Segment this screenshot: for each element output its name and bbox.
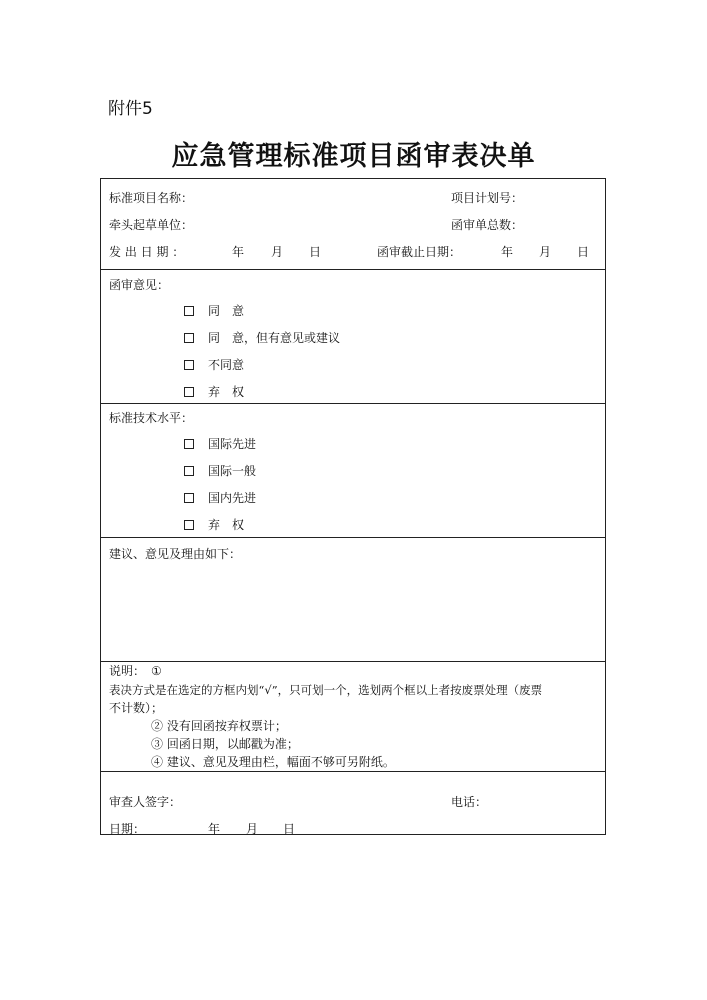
reviewer-signature-label: 审查人签字： xyxy=(109,795,182,809)
attachment-label: 附件5 xyxy=(108,99,153,119)
deadline-month: 月 xyxy=(539,245,552,259)
notes-item1-line2: 不计数）； xyxy=(109,701,164,715)
deadline-day: 日 xyxy=(577,245,590,259)
divider xyxy=(101,771,605,772)
sign-month: 月 xyxy=(246,822,259,836)
opinion-abstain-checkbox[interactable] xyxy=(184,387,194,397)
opinion-abstain-label: 弃 权 xyxy=(208,385,245,399)
opinion-agree-with-comments-label: 同 意，但有意见或建议 xyxy=(208,331,341,345)
tech-abstain-checkbox[interactable] xyxy=(184,520,194,530)
notes-item1-line1: 表决方式是在选定的方框内划“√”，只可划一个，选划两个框以上者按废票处理（废票 xyxy=(109,683,543,697)
tech-intl-general-checkbox[interactable] xyxy=(184,466,194,476)
notes-item3: ③ 回函日期，以邮戳为准； xyxy=(151,737,299,751)
tech-intl-general-label: 国际一般 xyxy=(208,464,257,478)
suggestions-label: 建议、意见及理由如下： xyxy=(109,547,242,561)
opinion-agree-with-comments-checkbox[interactable] xyxy=(184,333,194,343)
notes-label: 说明： xyxy=(109,664,146,678)
divider xyxy=(101,537,605,538)
page-title: 应急管理标准项目函审表决单 xyxy=(171,141,536,172)
tech-domestic-advanced-label: 国内先进 xyxy=(208,491,257,505)
opinion-disagree-label: 不同意 xyxy=(208,358,245,372)
issue-date-label: 发 出 日 期 ： xyxy=(109,245,185,259)
sign-day: 日 xyxy=(283,822,296,836)
lead-unit-label: 牵头起草单位： xyxy=(109,218,194,232)
opinion-agree-label: 同 意 xyxy=(208,304,245,318)
notes-item2: ② 没有回函按弃权票计； xyxy=(151,719,287,733)
divider xyxy=(101,403,605,404)
deadline-year: 年 xyxy=(501,245,514,259)
tech-intl-advanced-checkbox[interactable] xyxy=(184,439,194,449)
tech-level-label: 标准技术水平： xyxy=(109,411,194,425)
issue-day: 日 xyxy=(309,245,322,259)
issue-month: 月 xyxy=(271,245,284,259)
sign-year: 年 xyxy=(208,822,221,836)
deadline-label: 函审截止日期： xyxy=(377,245,462,259)
tech-intl-advanced-label: 国际先进 xyxy=(208,437,257,451)
divider xyxy=(101,269,605,270)
sign-date-label: 日期： xyxy=(109,822,146,836)
tech-abstain-label: 弃 权 xyxy=(208,518,245,532)
plan-no-label: 项目计划号： xyxy=(451,191,524,205)
voting-form xyxy=(100,178,606,835)
divider xyxy=(101,661,605,662)
notes-item4: ④ 建议、意见及理由栏，幅面不够可另附纸。 xyxy=(151,755,395,769)
issue-year: 年 xyxy=(232,245,245,259)
opinion-agree-checkbox[interactable] xyxy=(184,306,194,316)
opinion-disagree-checkbox[interactable] xyxy=(184,360,194,370)
phone-label: 电话： xyxy=(451,795,488,809)
notes-item1-mark: ① xyxy=(151,664,162,678)
project-name-label: 标准项目名称： xyxy=(109,191,194,205)
tech-domestic-advanced-checkbox[interactable] xyxy=(184,493,194,503)
total-forms-label: 函审单总数： xyxy=(451,218,524,232)
opinion-label: 函审意见： xyxy=(109,278,170,292)
